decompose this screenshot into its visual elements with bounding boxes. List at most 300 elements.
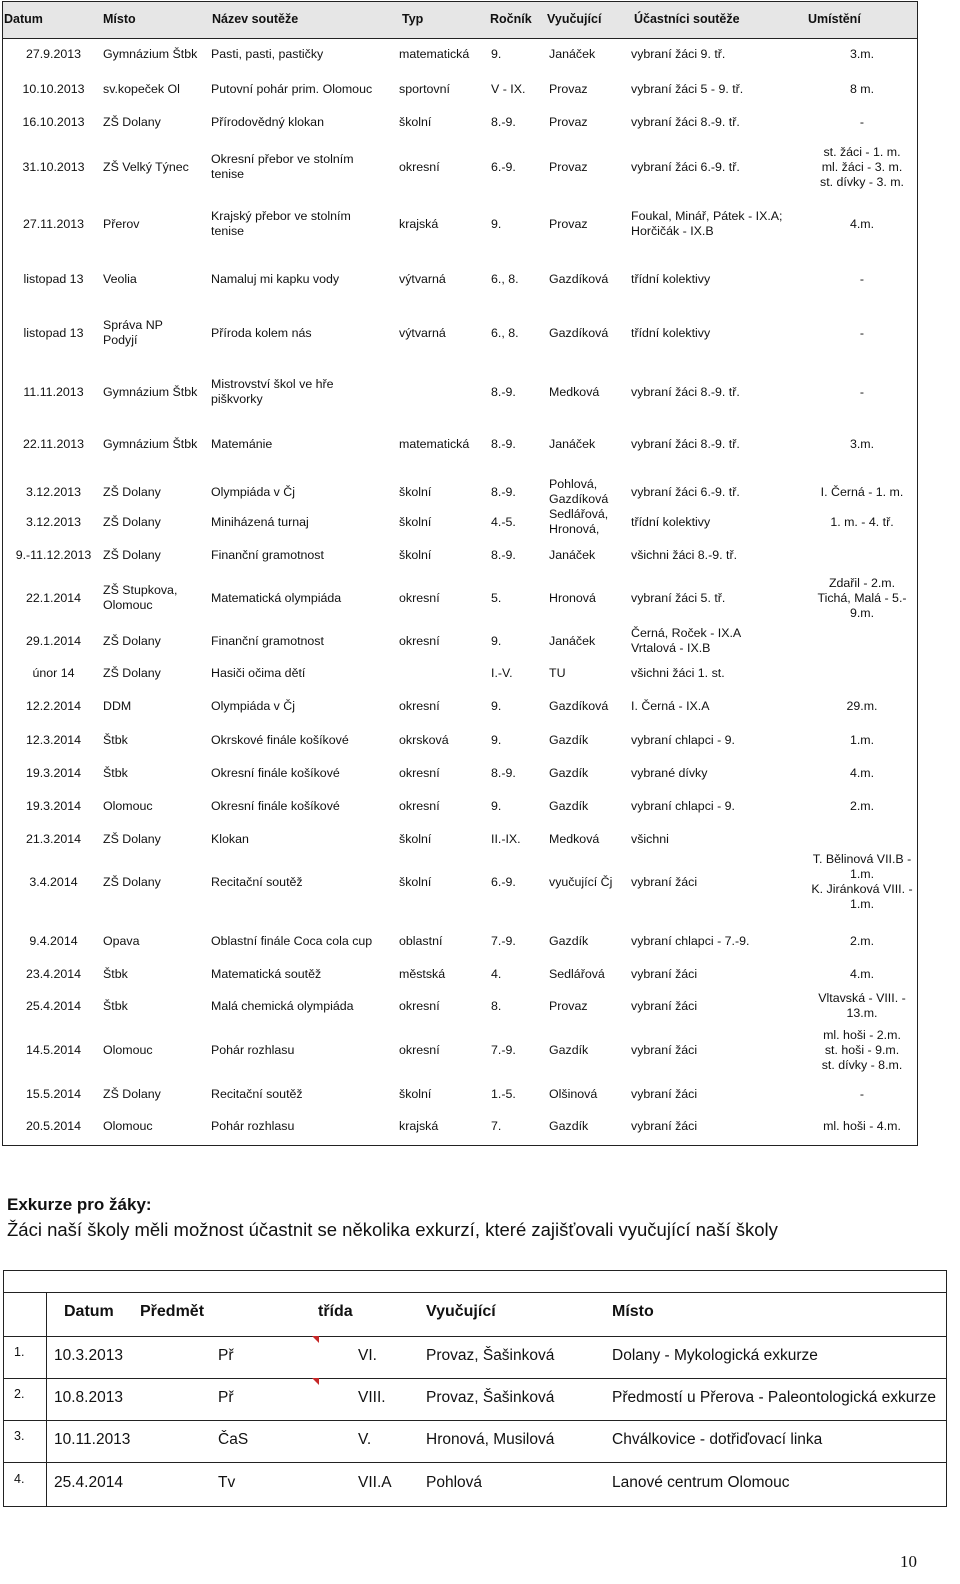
cell-text: 14.5.2014 [25,1042,82,1057]
cell-text: Olšinová [549,1086,598,1101]
cell-participants [627,730,803,750]
cell-teacher [545,507,627,537]
cell-text: 12.2.2014 [25,698,82,713]
excursion-number: 4. [14,1472,25,1486]
cell-date [2,313,99,353]
cell-text: Vltavská - VIII. - 13.m. [818,991,906,1020]
cell-text: 22.11.2013 [22,436,85,451]
excursion-border [46,1292,47,1506]
excursion-teacher: Pohlová [426,1474,483,1491]
cell-text: okresní [399,1042,440,1057]
cell-place [99,269,207,289]
cell-place [99,964,207,984]
cell-text: všichni žáci 1. st. [631,665,725,680]
header-placement: Umístění [808,12,861,26]
cell-grade [487,370,545,414]
page-number: 10 [900,1552,917,1571]
cell-text: 9. [491,633,502,648]
header-type: Typ [402,12,424,26]
cell-text: 9. [491,732,502,747]
cell-text: vybraní žáci 8.-9. tř. [631,436,740,451]
cell-text: ZŠ Dolany [103,114,161,129]
cell-place [99,1084,207,1104]
cell-text: listopad 13 [23,271,84,286]
cell-text: Okrskové finále košíkové [211,732,349,747]
cell-placement [803,626,917,656]
cell-text: Gazdíková [549,271,609,286]
cell-name [207,853,395,911]
cell-date [2,1084,99,1104]
cell-text: Mistrovství škol ve hře piškvorky [211,377,334,406]
cell-text: 6.-9. [491,874,516,889]
cell-date [2,829,99,849]
cell-text: vybraní chlapci - 7.-9. [631,933,750,948]
header-teacher: Vyučující [547,12,602,26]
cell-text: Opava [103,933,140,948]
cell-text: Janáček [549,633,596,648]
cell-text: Štbk [103,732,128,747]
cell-teacher [545,763,627,783]
cell-text: vybraní žáci 5. tř. [631,590,726,605]
cell-type [395,989,487,1023]
cell-name [207,696,395,716]
cell-type [395,696,487,716]
cell-teacher [545,1116,627,1136]
cell-placement [803,370,917,414]
cell-text: Gazdík [549,1118,589,1133]
cell-text: Provaz [549,81,588,96]
cell-text: 7. [491,1118,502,1133]
cell-text: matematická [399,46,470,61]
cell-text: všichni žáci 8.-9. tř. [631,547,738,562]
cell-text: Štbk [103,765,128,780]
cell-text: Medková [549,831,600,846]
cell-text: 8.-9. [491,765,516,780]
cell-text: ml. hoši - 2.m. st. hoši - 9.m. st. dívky - 8.m. [821,1027,903,1072]
cell-text: Okresní přebor ve stolním tenise [211,152,354,181]
cell-text: Provaz [549,159,588,174]
excursion-place: Dolany - Mykologická exkurze [612,1347,818,1364]
cell-placement [803,964,917,984]
cell-text: 23.4.2014 [25,966,82,981]
cell-place [99,989,207,1023]
cell-text: Provaz [549,216,588,231]
cell-text: Gazdíková [549,325,609,340]
cell-teacher [545,313,627,353]
cell-placement [803,663,917,683]
cell-participants [627,477,803,507]
cell-teacher [545,112,627,132]
cell-text: 1.-5. [491,1086,516,1101]
cell-grade [487,1116,545,1136]
header-name: Název soutěže [212,12,299,26]
cell-text: okresní [399,798,440,813]
excursion-class: VII.A [358,1474,392,1491]
cell-participants [627,796,803,816]
cell-name [207,313,395,353]
cell-placement [803,434,917,454]
cell-text: okresní [399,159,440,174]
cell-text: matematická [399,436,470,451]
cell-text: Pohár rozhlasu [211,1118,295,1133]
cell-text: Příroda kolem nás [211,325,312,340]
cell-date [2,1116,99,1136]
excursion-class: VIII. [358,1389,386,1406]
cell-text: 8 m. [849,81,875,96]
cell-text: I.-V. [491,665,513,680]
cell-participants [627,370,803,414]
cell-text: ZŠ Stupkova, Olomouc [103,583,178,612]
cell-teacher [545,931,627,951]
cell-text: 27.11.2013 [22,216,85,231]
cell-type [395,202,487,246]
cell-name [207,477,395,507]
cell-place [99,112,207,132]
cell-text: Okresní finále košíkové [211,765,340,780]
cell-text: 8.-9. [491,547,516,562]
cell-grade [487,434,545,454]
cell-date [2,763,99,783]
cell-text: Gazdík [549,933,589,948]
cell-type [395,663,487,683]
cell-text: Finanční gramotnost [211,547,324,562]
excursion-subject: Tv [218,1474,236,1491]
cell-text: - [859,114,865,129]
cell-place [99,1116,207,1136]
cell-placement [803,853,917,911]
cell-teacher [545,964,627,984]
cell-date [2,269,99,289]
cell-teacher [545,730,627,750]
table-border [2,1,918,2]
cell-text: školní [399,831,432,846]
cell-text: - [859,384,865,399]
cell-type [395,796,487,816]
cell-text: listopad 13 [23,325,84,340]
cell-text: třídní kolektivy [631,514,711,529]
cell-text: vybraní žáci 6.-9. tř. [631,484,740,499]
cell-name [207,829,395,849]
cell-placement [803,829,917,849]
cell-text: 4.m. [849,216,875,231]
cell-text: školní [399,484,432,499]
cell-text: II.-IX. [491,831,521,846]
cell-text: 15.5.2014 [25,1086,82,1101]
cell-place [99,79,207,99]
cell-type [395,112,487,132]
cell-date [2,626,99,656]
cell-teacher [545,796,627,816]
cell-text: vybraní žáci [631,1086,698,1101]
cell-text: Gazdík [549,798,589,813]
cell-text: vybrané dívky [631,765,708,780]
cell-text: sv.kopeček Ol [103,81,180,96]
cell-text: 8.-9. [491,114,516,129]
cell-text: Olympiáda v Čj [211,698,296,713]
cell-text: 3.m. [849,436,875,451]
cell-text: 1.m. [849,732,875,747]
cell-text: výtvarná [399,325,446,340]
cell-name [207,964,395,984]
cell-participants [627,829,803,849]
excursion-header-teacher: Vyučující [426,1303,496,1320]
excursion-teacher: Provaz, Šašinková [426,1389,555,1406]
cell-text: 3.12.2013 [25,514,82,529]
cell-participants [627,853,803,911]
cell-type [395,1084,487,1104]
cell-text: Klokan [211,831,249,846]
cell-text: Recitační soutěž [211,874,303,889]
excursion-date: 10.8.2013 [54,1389,123,1406]
cell-text: školní [399,874,432,889]
cell-teacher [545,580,627,616]
cell-date [2,730,99,750]
cell-text: 12.3.2014 [25,732,82,747]
excursion-header-date: Datum [64,1303,114,1320]
cell-text: vybraní žáci 8.-9. tř. [631,114,740,129]
cell-text: Gazdík [549,1042,589,1057]
cell-text: 9. [491,698,502,713]
cell-place [99,142,207,192]
cell-type [395,1025,487,1075]
cell-text: 4.m. [849,765,875,780]
cell-name [207,989,395,1023]
cell-text: vybraní žáci 5 - 9. tř. [631,81,744,96]
cell-text: školní [399,1086,432,1101]
cell-type [395,964,487,984]
cell-participants [627,663,803,683]
cell-text: Putovní pohár prim. Olomouc [211,81,373,96]
cell-placement [803,796,917,816]
cell-text: 29.m. [846,698,878,713]
cell-text: vybraní žáci [631,1118,698,1133]
excursion-row-divider [3,1462,947,1463]
cell-teacher [545,853,627,911]
cell-grade [487,853,545,911]
cell-placement [803,730,917,750]
comment-marker-icon [312,1336,319,1343]
cell-text: - [859,1086,865,1101]
excursion-subject: Př [218,1347,234,1364]
cell-text: 7.-9. [491,933,516,948]
cell-participants [627,1084,803,1104]
cell-name [207,1116,395,1136]
cell-text: Gazdík [549,765,589,780]
cell-text: 11.11.2013 [23,384,84,399]
cell-place [99,730,207,750]
cell-teacher [545,44,627,64]
cell-text: krajská [399,1118,439,1133]
cell-type [395,853,487,911]
cell-text: ZŠ Dolany [103,665,161,680]
cell-text: - [859,271,865,286]
cell-text: Hronová [549,590,596,605]
cell-text: ZŠ Dolany [103,831,161,846]
cell-text: třídní kolektivy [631,325,711,340]
cell-grade [487,79,545,99]
cell-type [395,434,487,454]
cell-placement [803,269,917,289]
cell-teacher [545,545,627,565]
cell-placement [803,507,917,537]
cell-type [395,79,487,99]
cell-text: Olomouc [103,798,153,813]
cell-text: ZŠ Dolany [103,874,161,889]
cell-text: Sedlářová, Hronová, [549,507,609,536]
cell-text: 3.m. [849,46,875,61]
cell-name [207,44,395,64]
cell-text: 4. [491,966,502,981]
excursion-row-divider [3,1378,947,1379]
cell-date [2,853,99,911]
cell-placement [803,79,917,99]
cell-text: 1. m. - 4. tř. [830,514,894,529]
cell-placement [803,477,917,507]
cell-placement [803,1116,917,1136]
cell-type [395,269,487,289]
excursion-place: Lanové centrum Olomouc [612,1474,790,1491]
cell-text: sportovní [399,81,450,96]
cell-date [2,696,99,716]
cell-text: 2.m. [849,933,875,948]
cell-participants [627,507,803,537]
cell-text: TU [549,665,566,680]
cell-grade [487,796,545,816]
cell-teacher [545,79,627,99]
cell-text: Štbk [103,966,128,981]
cell-date [2,44,99,64]
cell-text: únor 14 [32,665,75,680]
cell-text: Matematická olympiáda [211,590,342,605]
cell-text: 22.1.2014 [25,590,82,605]
cell-text: 10.10.2013 [22,81,85,96]
cell-teacher [545,696,627,716]
cell-grade [487,964,545,984]
cell-grade [487,1025,545,1075]
cell-participants [627,202,803,246]
cell-text: ml. hoši - 4.m. [823,1118,901,1133]
cell-place [99,507,207,537]
cell-type [395,1116,487,1136]
excursion-row-divider [3,1336,947,1337]
cell-teacher [545,829,627,849]
cell-placement [803,142,917,192]
cell-grade [487,763,545,783]
cell-text: Hasiči očima dětí [211,665,306,680]
cell-text: oblastní [399,933,443,948]
cell-text: okresní [399,633,440,648]
cell-teacher [545,1084,627,1104]
cell-text: Správa NP Podyjí [103,318,163,347]
cell-text: Olympiáda v Čj [211,484,296,499]
excursion-subject: ČaS [218,1431,249,1448]
cell-placement [803,112,917,132]
cell-participants [627,931,803,951]
cell-participants [627,44,803,64]
cell-type [395,763,487,783]
cell-text: Zdařil - 2.m. Tichá, Malá - 5.- 9.m. [817,575,907,620]
cell-placement [803,575,917,620]
cell-name [207,626,395,656]
cell-type [395,370,487,414]
cell-type [395,313,487,353]
cell-text: 6., 8. [491,325,519,340]
cell-type [395,44,487,64]
cell-text: ZŠ Dolany [103,547,161,562]
cell-text: Přerov [103,216,140,231]
cell-text: DDM [103,698,132,713]
cell-placement [803,763,917,783]
cell-text: 21.3.2014 [25,831,82,846]
cell-text: ZŠ Dolany [103,1086,161,1101]
excursion-row-divider [3,1506,947,1507]
cell-text: Okresní finále košíkové [211,798,340,813]
cell-name [207,931,395,951]
cell-text: Janáček [549,436,596,451]
cell-placement [803,931,917,951]
excursion-number: 2. [14,1387,25,1401]
header-date: Datum [4,12,43,26]
cell-type [395,730,487,750]
cell-text: 9.-11.12.2013 [15,547,92,562]
cell-text: okresní [399,698,440,713]
cell-text: Pasti, pasti, pastičky [211,46,324,61]
cell-name [207,142,395,192]
excursions-title: Exkurze pro žáky: [7,1195,152,1214]
cell-placement [803,545,917,565]
cell-text: okresní [399,590,440,605]
cell-grade [487,931,545,951]
cell-place [99,202,207,246]
cell-text: vyučující Čj [549,874,613,889]
cell-text: 6., 8. [491,271,519,286]
cell-participants [627,580,803,616]
cell-grade [487,696,545,716]
cell-teacher [545,202,627,246]
cell-text: 6.-9. [491,159,516,174]
cell-type [395,507,487,537]
cell-text: Sedlářová [549,966,605,981]
cell-date [2,112,99,132]
cell-text: 9. [491,798,502,813]
cell-place [99,763,207,783]
cell-name [207,545,395,565]
cell-text: Pohlová, Gazdíková [549,477,609,506]
cell-text: 4.-5. [491,514,516,529]
header-participants: Účastníci soutěže [634,12,740,26]
cell-text: 8. [491,998,502,1013]
cell-text: Matematická soutěž [211,966,322,981]
cell-date [2,580,99,616]
cell-participants [627,112,803,132]
cell-text: 2.m. [849,798,875,813]
cell-text: Gymnázium Štbk [103,46,198,61]
cell-text: V - IX. [491,81,526,96]
cell-placement [803,44,917,64]
cell-text: I. Černá - 1. m. [820,484,904,499]
cell-text: Gymnázium Štbk [103,384,198,399]
excursions-intro: Žáci naší školy měli možnost účastnit se několika exkurzí, které zajišťovali vyučující naší školy [7,1219,778,1240]
cell-text: 19.3.2014 [25,798,82,813]
cell-place [99,477,207,507]
cell-date [2,663,99,683]
cell-text: 25.4.2014 [25,998,82,1013]
cell-text: Finanční gramotnost [211,633,324,648]
cell-type [395,626,487,656]
header-place: Místo [103,12,136,26]
cell-place [99,829,207,849]
excursion-place: Předmostí u Přerova - Paleontologická exkurze [612,1389,936,1406]
